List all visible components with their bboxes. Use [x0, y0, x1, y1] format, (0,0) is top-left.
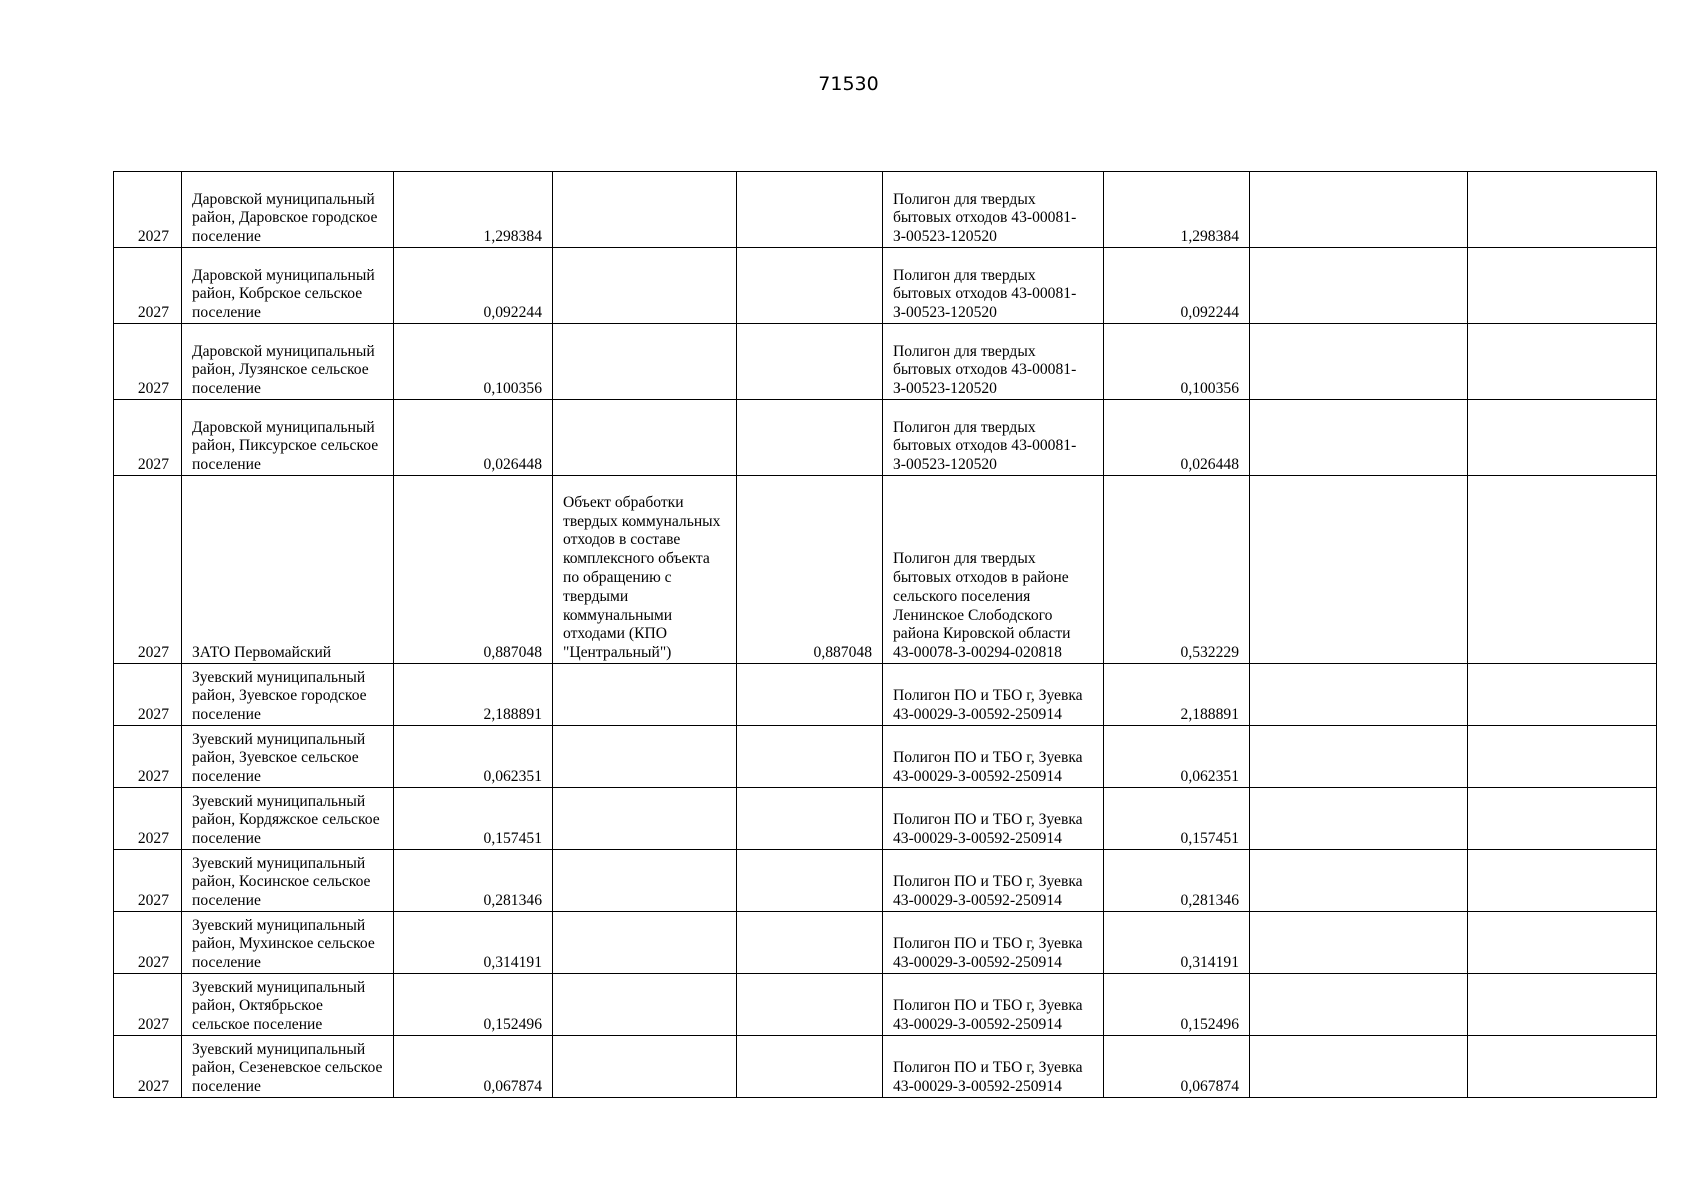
table-row — [114, 1036, 1657, 1098]
processing-object-cell — [553, 788, 737, 850]
processing-volume-cell — [737, 850, 883, 912]
empty-cell — [1468, 912, 1657, 974]
table-row — [114, 248, 1657, 324]
empty-cell — [1250, 850, 1468, 912]
volume-cell: 1,298384 — [394, 172, 553, 248]
municipality-cell: Даровской муниципальный район, Лузянское сельское поселение — [182, 324, 394, 400]
volume-cell: 0,314191 — [394, 912, 553, 974]
processing-volume-cell — [737, 726, 883, 788]
disposal-volume-cell: 0,100356 — [1104, 324, 1250, 400]
municipality-cell: Зуевский муниципальный район, Зуевское сельское поселение — [182, 726, 394, 788]
municipality-cell: Зуевский муниципальный район, Сезеневское сельское поселение — [182, 1036, 394, 1098]
volume-cell: 2,188891 — [394, 664, 553, 726]
year-cell: 2027 — [114, 664, 182, 726]
empty-cell — [1250, 324, 1468, 400]
volume-cell: 0,062351 — [394, 726, 553, 788]
year-cell: 2027 — [114, 974, 182, 1036]
table-row — [114, 726, 1657, 788]
empty-cell — [1468, 1036, 1657, 1098]
disposal-object-cell: Полигон ПО и ТБО г, Зуевка 43-00029-З-00592-250914 — [883, 1036, 1104, 1098]
table-row — [114, 788, 1657, 850]
volume-cell: 0,026448 — [394, 400, 553, 476]
year-cell: 2027 — [114, 850, 182, 912]
disposal-object-cell: Полигон для твердых бытовых отходов 43-00081-З-00523-120520 — [883, 324, 1104, 400]
table-row — [114, 850, 1657, 912]
municipality-cell: Зуевский муниципальный район, Косинское сельское поселение — [182, 850, 394, 912]
page-number: 71530 — [818, 73, 879, 95]
empty-cell — [1250, 1036, 1468, 1098]
volume-cell: 0,281346 — [394, 850, 553, 912]
processing-volume-cell — [737, 912, 883, 974]
table-row — [114, 912, 1657, 974]
processing-object-cell — [553, 726, 737, 788]
processing-object-cell: Объект обработки твердых коммунальных отходов в составе комплексного объекта по обращению с твердыми коммунальными отходами (КПО "Центральный") — [553, 476, 737, 664]
empty-cell — [1468, 850, 1657, 912]
municipality-cell: Даровской муниципальный район, Кобрское сельское поселение — [182, 248, 394, 324]
disposal-volume-cell: 0,092244 — [1104, 248, 1250, 324]
empty-cell — [1468, 248, 1657, 324]
table-row — [114, 476, 1657, 664]
processing-object-cell — [553, 324, 737, 400]
disposal-volume-cell: 0,314191 — [1104, 912, 1250, 974]
empty-cell — [1250, 974, 1468, 1036]
waste-flow-table — [113, 171, 1657, 1098]
disposal-object-cell: Полигон ПО и ТБО г, Зуевка 43-00029-З-00592-250914 — [883, 912, 1104, 974]
disposal-volume-cell: 0,026448 — [1104, 400, 1250, 476]
municipality-cell: ЗАТО Первомайский — [182, 476, 394, 664]
processing-volume-cell — [737, 248, 883, 324]
processing-object-cell — [553, 1036, 737, 1098]
disposal-object-cell: Полигон ПО и ТБО г, Зуевка 43-00029-З-00592-250914 — [883, 850, 1104, 912]
disposal-volume-cell: 0,062351 — [1104, 726, 1250, 788]
municipality-cell: Зуевский муниципальный район, Кордяжское сельское поселение — [182, 788, 394, 850]
processing-object-cell — [553, 974, 737, 1036]
empty-cell — [1468, 664, 1657, 726]
disposal-object-cell: Полигон для твердых бытовых отходов 43-00081-З-00523-120520 — [883, 248, 1104, 324]
year-cell: 2027 — [114, 248, 182, 324]
disposal-object-cell: Полигон для твердых бытовых отходов 43-00081-З-00523-120520 — [883, 172, 1104, 248]
processing-volume-cell — [737, 172, 883, 248]
disposal-volume-cell: 2,188891 — [1104, 664, 1250, 726]
disposal-volume-cell: 0,281346 — [1104, 850, 1250, 912]
disposal-object-cell: Полигон ПО и ТБО г, Зуевка 43-00029-З-00592-250914 — [883, 788, 1104, 850]
processing-object-cell — [553, 912, 737, 974]
volume-cell: 0,152496 — [394, 974, 553, 1036]
volume-cell: 0,092244 — [394, 248, 553, 324]
volume-cell: 0,067874 — [394, 1036, 553, 1098]
disposal-object-cell: Полигон ПО и ТБО г, Зуевка 43-00029-З-00592-250914 — [883, 974, 1104, 1036]
processing-volume-cell — [737, 974, 883, 1036]
year-cell: 2027 — [114, 324, 182, 400]
empty-cell — [1250, 912, 1468, 974]
table-row — [114, 400, 1657, 476]
year-cell: 2027 — [114, 400, 182, 476]
processing-object-cell — [553, 850, 737, 912]
volume-cell: 0,887048 — [394, 476, 553, 664]
year-cell: 2027 — [114, 172, 182, 248]
volume-cell: 0,100356 — [394, 324, 553, 400]
empty-cell — [1468, 324, 1657, 400]
year-cell: 2027 — [114, 1036, 182, 1098]
empty-cell — [1250, 476, 1468, 664]
processing-volume-cell — [737, 324, 883, 400]
disposal-volume-cell: 1,298384 — [1104, 172, 1250, 248]
processing-object-cell — [553, 172, 737, 248]
disposal-object-cell: Полигон для твердых бытовых отходов в районе сельского поселения Ленинское Слободского района Кировской области 43-00078-З-00294-020818 — [883, 476, 1104, 664]
empty-cell — [1250, 248, 1468, 324]
processing-volume-cell: 0,887048 — [737, 476, 883, 664]
empty-cell — [1468, 788, 1657, 850]
disposal-volume-cell: 0,532229 — [1104, 476, 1250, 664]
disposal-object-cell: Полигон для твердых бытовых отходов 43-00081-З-00523-120520 — [883, 400, 1104, 476]
year-cell: 2027 — [114, 912, 182, 974]
table-row — [114, 324, 1657, 400]
empty-cell — [1468, 726, 1657, 788]
empty-cell — [1468, 400, 1657, 476]
processing-object-cell — [553, 248, 737, 324]
empty-cell — [1468, 476, 1657, 664]
year-cell: 2027 — [114, 476, 182, 664]
year-cell: 2027 — [114, 788, 182, 850]
table-row — [114, 664, 1657, 726]
processing-volume-cell — [737, 400, 883, 476]
processing-object-cell — [553, 664, 737, 726]
disposal-volume-cell: 0,152496 — [1104, 974, 1250, 1036]
processing-volume-cell — [737, 664, 883, 726]
municipality-cell: Зуевский муниципальный район, Октябрьское сельское поселение — [182, 974, 394, 1036]
processing-volume-cell — [737, 788, 883, 850]
empty-cell — [1250, 664, 1468, 726]
processing-object-cell — [553, 400, 737, 476]
disposal-volume-cell: 0,067874 — [1104, 1036, 1250, 1098]
municipality-cell: Даровской муниципальный район, Пиксурское сельское поселение — [182, 400, 394, 476]
empty-cell — [1250, 172, 1468, 248]
processing-volume-cell — [737, 1036, 883, 1098]
disposal-object-cell: Полигон ПО и ТБО г, Зуевка 43-00029-З-00592-250914 — [883, 664, 1104, 726]
table-row — [114, 974, 1657, 1036]
disposal-volume-cell: 0,157451 — [1104, 788, 1250, 850]
disposal-object-cell: Полигон ПО и ТБО г, Зуевка 43-00029-З-00592-250914 — [883, 726, 1104, 788]
empty-cell — [1468, 172, 1657, 248]
municipality-cell: Даровской муниципальный район, Даровское городское поселение — [182, 172, 394, 248]
table-row — [114, 172, 1657, 248]
empty-cell — [1250, 726, 1468, 788]
volume-cell: 0,157451 — [394, 788, 553, 850]
empty-cell — [1468, 974, 1657, 1036]
empty-cell — [1250, 400, 1468, 476]
year-cell: 2027 — [114, 726, 182, 788]
municipality-cell: Зуевский муниципальный район, Зуевское городское поселение — [182, 664, 394, 726]
municipality-cell: Зуевский муниципальный район, Мухинское сельское поселение — [182, 912, 394, 974]
table-body — [114, 172, 1657, 1098]
empty-cell — [1250, 788, 1468, 850]
